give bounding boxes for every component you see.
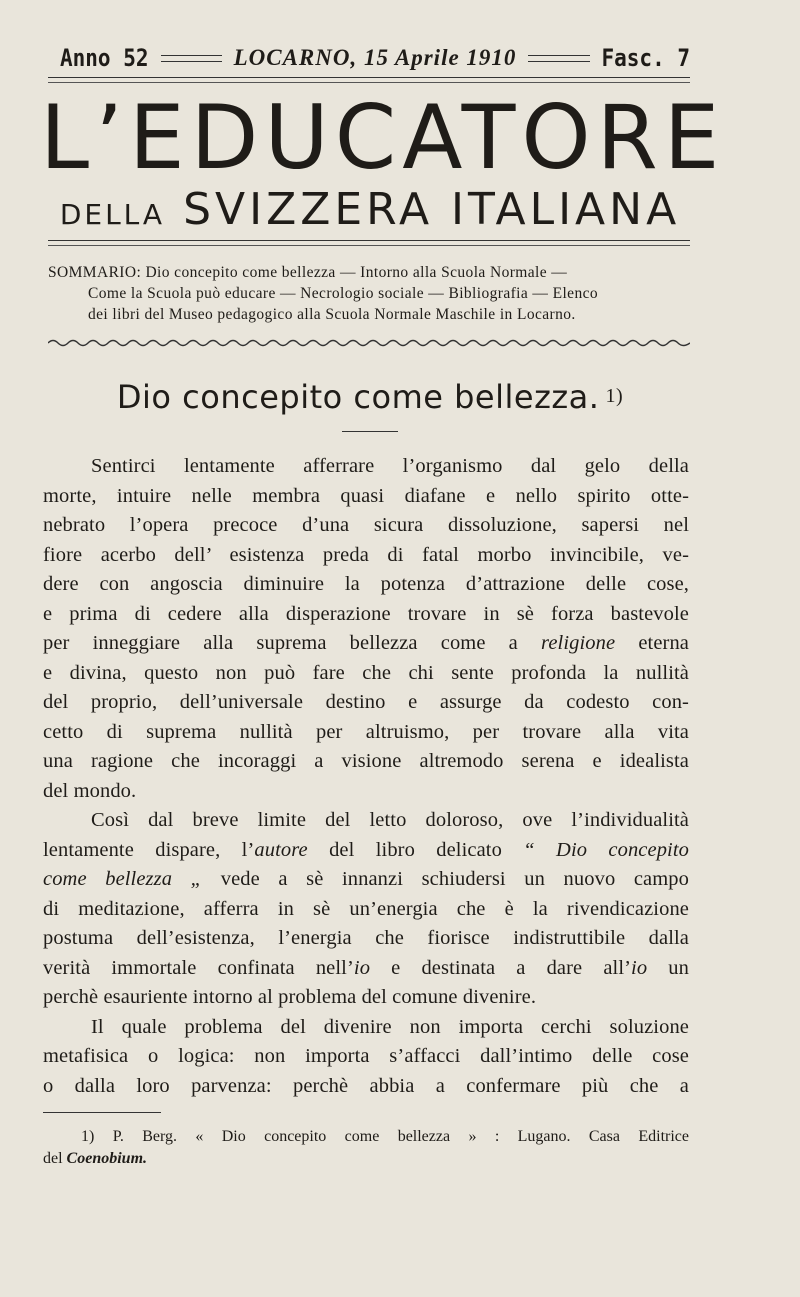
sommario-label: SOMMARIO: (48, 264, 142, 281)
text-line: fiore acerbo dell’ esistenza preda di fatal morbo invincibile, ve- (43, 543, 689, 566)
sommario-line-3: dei libri del Museo pedagogico alla Scuola Normale Maschile in Locarno. (88, 306, 576, 323)
text-line: Così dal breve limite del letto doloroso, ove l’individualità (91, 809, 689, 831)
text-fragment: per inneggiare alla suprema bellezza come a (43, 632, 518, 654)
footnote-rule (43, 1112, 161, 1113)
italic-word: io (631, 956, 648, 979)
italic-word: religione (541, 632, 616, 654)
italic-word: io (353, 956, 371, 979)
text-fragment: un (668, 956, 689, 979)
text-line: del proprio, dell’universale destino e assurge da codesto con- (43, 691, 689, 713)
volume-number: Anno 52 (60, 44, 149, 72)
place-and-date: LOCARNO, 15 Aprile 1910 (233, 45, 517, 70)
text-line: dere con angoscia diminuire la potenza d’attrazione delle cose, (43, 573, 689, 595)
text-line (43, 629, 689, 659)
text-line: morte, intuire nelle membra quasi diafane e nello spirito otte- (43, 484, 689, 507)
header-rule-thin (48, 82, 690, 83)
text-fragment: lentamente dispare, l’ (43, 838, 255, 861)
text-line: di meditazione, afferra in sè un’energia che è la rivendicazione (43, 897, 689, 920)
issue-header (60, 42, 690, 74)
header-double-rule-right (528, 55, 589, 62)
text-line: nebrato l’opera precoce d’una sicura dissoluzione, sapersi nel (43, 514, 689, 536)
masthead-rule (48, 240, 690, 241)
masthead-subtitle-main: SVIZZERA ITALIANA (183, 184, 681, 235)
text-line: Sentirci lentamente afferrare l’organismo dal gelo della (91, 455, 689, 477)
text-line: cetto di suprema nullità per altruismo, per trovare alla vita (43, 720, 689, 743)
text-line (43, 865, 689, 895)
footnote-text: del (43, 1150, 63, 1167)
title-rule (342, 431, 398, 432)
masthead-title: L’EDUCATORE (40, 86, 726, 189)
sommario-line-2: Come la Scuola può educare — Necrologio sociale — Bibliografia — Elenco (88, 285, 599, 302)
text-fragment: verità immortale confinata nell’ (43, 956, 354, 979)
text-line: e prima di cedere alla disperazione trovare in sè forza bastevole (43, 602, 689, 625)
italic-word: come bellezza „ (43, 868, 203, 890)
masthead-rule-thin (48, 245, 690, 246)
text-fragment: eterna (638, 632, 689, 654)
italic-word: “ Dio concepito (523, 838, 689, 861)
header-double-rule-left (161, 55, 222, 62)
text-fragment: e destinata a dare all’ (391, 956, 632, 979)
text-fragment: vede a sè innanzi schiudersi un nuovo campo (220, 868, 690, 890)
issue-number: Fasc. 7 (601, 44, 691, 72)
text-line: Il quale problema del divenire non importa cerchi soluzione (91, 1015, 689, 1038)
article-title-text: Dio concepito come bellezza. (116, 378, 600, 416)
masthead-subtitle (40, 182, 700, 243)
footnote-marker: 1) (605, 385, 624, 407)
italic-word: autore (254, 838, 308, 861)
sommario-line-1: Dio concepito come bellezza — Intorno alla Scuola Normale — (145, 264, 568, 281)
text-line: postuma dell’esistenza, l’energia che fiorisce indistruttibile dalla (43, 927, 689, 949)
text-line: e divina, questo non può fare che chi sente profonda la nullità (43, 661, 689, 684)
table-of-contents (48, 262, 696, 325)
footnote-line-2 (43, 1148, 689, 1170)
masthead-subtitle-small: DELLA (59, 198, 166, 231)
text-line (43, 836, 689, 866)
footnote-line-1: 1) P. Berg. « Dio concepito come bellezza » : Lugano. Casa Editrice (81, 1128, 689, 1145)
article-title (60, 378, 680, 416)
text-line (43, 954, 689, 984)
wavy-divider (48, 336, 690, 350)
text-line: del mondo. (43, 779, 137, 802)
text-line: una ragione che incoraggi a visione altremodo serena e idealista (43, 750, 689, 772)
text-line: o dalla loro parvenza: perchè abbia a confermare più che a (43, 1074, 689, 1097)
article-body (43, 452, 689, 1101)
footnote (43, 1126, 689, 1170)
text-fragment: del libro delicato (329, 838, 502, 861)
publisher-name: Coenobium. (66, 1150, 148, 1167)
text-line: metafisica o logica: non importa s’affacci dall’intimo delle cose (43, 1045, 689, 1067)
text-line: perchè esauriente intorno al problema del comune divenire. (43, 986, 537, 1008)
header-rule (48, 77, 690, 78)
